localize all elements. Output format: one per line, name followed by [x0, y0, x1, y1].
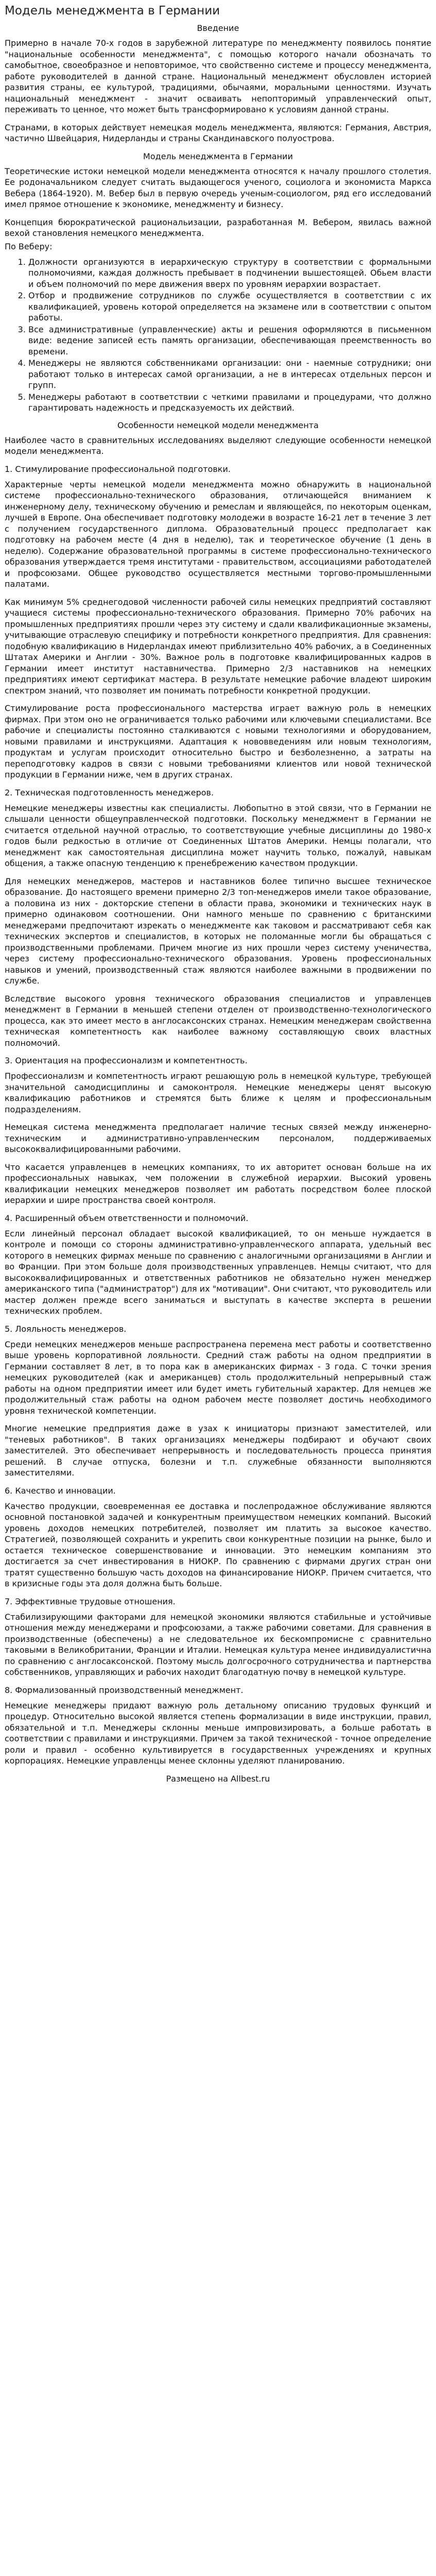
feature-title: 2. Техническая подготовленность менеджеров.	[5, 787, 214, 798]
feature-title: 7. Эффективные трудовые отношения.	[5, 1596, 176, 1606]
list-item: 2. Отбор и продвижение сотрудников по службе осуществляется в соответствии с их квалификацией, уровень которой определяется на экзамене или в соответствии с опытом работы.	[28, 290, 431, 324]
allbest-link[interactable]: Размещено на Allbest.ru	[166, 1773, 270, 1784]
weber-principles-list	[5, 257, 431, 414]
feature-paragraph: Немецкие менеджеры известны как специалисты. Любопытно в этой связи, что в Германии не слышали ценности общеуправленческой подготовки. Поскольку менеджмент в Германии не считается отдельной научной отраслью, то соответствующие учебные дисциплины до 1980-х годов были редкостью в отличие от Соединенных Штатов Америки. Немцы полагали, что менеджмент как самостоятельная дисциплина может научить только, пожалуй, навыкам общения, а также опасную тенденцию к пренебрежению качеством продукции.	[5, 803, 431, 868]
model-paragraph: Теоретические истоки немецкой модели менеджмента относятся к началу прошлого столетия. Ее родоначальником следует считать выдающегося ученого, социолога и экономиста Маркса Вебера (1864-1920). М. Вебер был в первую очередь ученым-социологом, ряд его исследований имел прямое отношение к экономике, менеджменту и бизнесу.	[5, 166, 431, 209]
feature-title: 8. Формализованный производственный менеджмент.	[5, 1685, 243, 1695]
feature-paragraph: Качество продукции, своевременная ее доставка и послепродажное обслуживание являются основной постановкой задачей и конкурентным преимуществом немецких компаний. Высокий уровень доходов немецких потребителей, позволяет им платить за высокое качество. Стратегией, позволяющей сохранить и укрепить свои конкурентные позиции на рынке, было и остается техническое совершенствование и инновации. Это немецким компаниям это достигается за счет инвестирования в НИОКР. По сравнению с фирмами других стран они тратят существенно большую часть доходов на финансирование НИОКР. Причем считается, что в кризисные годы эта доля должна быть больше.	[5, 1501, 431, 1588]
features-intro: Наиболее часто в сравнительных исследованиях выделяют следующие особенности немецкой модели менеджмента.	[5, 435, 431, 456]
feature-paragraph: Стимулирование роста профессионального мастерства играет важную роль в немецких фирмах. При этом оно не ограничивается только рабочими или ключевыми специалистами. Все рабочие и специалисты постоянно сталкиваются с новыми технологиями и оборудованием, новыми правилами и инструкциями. Адаптация к нововведениям или новым технологиям, продуктам и услугам происходит относительно быстро и безболезненно, а затраты на переподготовку кадров в связи с новыми требованиями клиентов или новой технической продукции в Германии ниже, чем в других странах.	[5, 703, 431, 779]
intro-heading: Введение	[197, 23, 239, 33]
feature-title: 4. Расширенный объем ответственности и полномочий.	[5, 1213, 249, 1223]
feature-paragraph: Вследствие высокого уровня технического образования специалистов и управленцев менеджмент в Германии в меньшей степени отделен от производственно-технологического процесса, как это имеет место в англосаксонских странах. Немецким менеджерам свойственна техническая компетентность как наиболее важному составляющую своих властных полномочий.	[5, 993, 431, 1048]
list-item: 3. Все административные (управленческие) акты и решения оформляются в письменном виде: ведение записей есть память организации, обеспечивающая преемственность во времени.	[28, 324, 431, 358]
feature-paragraph: Если линейный персонал обладает высокой квалификацией, то он меньше нуждается в контроле и помощи со стороны административно-управленческого аппарата, удельный вес которого в немецких фирмах меньше по сравнению с аналогичными организациями в Англии и во Франции. При этом больше доля производственных управленцев. Немцы считают, что для высококвалифицированных и ответственных работников не обязательно нужен менеджер американского типа ("администратор") для их "мотивации". Они считают, что руководитель или мастер должен прежде всего заниматься и выступать в качестве эксперта в решении технических проблем.	[5, 1228, 431, 1316]
feature-paragraph: Среди немецких менеджеров меньше распространена перемена мест работы и соответственно выше уровень корпоративной лояльности. Средний стаж работы на одном предприятии в Германии составляет 8 лет, в то пора как в американских фирмах - 3 года. С точки зрения немецких руководителей (как и американцев) столь продолжительный непрерывный стаж работы на одном предприятии имеет или будет иметь губительный характер. Для немцев же продолжительный стаж работы на одном рабочем месте позволяет достичь необходимого уровня технической компетенции.	[5, 1339, 431, 1416]
feature-paragraph: Профессионализм и компетентность играют решающую роль в немецкой культуре, требующей значительной самодисциплины и самоконтроля. Немецкие менеджеры ценят высокую квалификацию работников и стремятся быть ближе к целям и профессиональным подразделениям.	[5, 1071, 431, 1114]
intro-paragraph: Примерно в начале 70-х годов в зарубежной литературе по менеджменту появилось понятие "национальные особенности менеджмента", с помощью которого начали обозначать то самобытное, своеобразное и неповторимое, что свойственно системе и процессу менеджмента, работе руководителей в данной стране. Национальный менеджмент обусловлен историей развития страны, ее культурой, традициями, обычаями, моральными ценностями. Изучать национальный менеджмент - значит осваивать непопторимый управленческий опыт, переживать то ценное, что может быть трансформировано к условиям данной страны.	[5, 38, 431, 114]
feature-paragraph: Стабилизирующими факторами для немецкой экономики являются стабильные и устойчивые отношения между менеджерами и профсоюзами, а также рабочими советами. Для сравнения в производственные (обеспечены) а не следовательное их бескомпромисне с сравнительно таковыми в Великобритании, Франции и Италии. Немецкая культура менее индивидуалистична по сравнению с англосаксонской. Поэтому мысль долгосрочного сотрудничества и партнерства собственников, управляющих и рабочих находит благодатную почву в немецкой культуре.	[5, 1612, 431, 1677]
feature-paragraph: Немецкая система менеджмента предполагает наличие тесных связей между инженерно-техническим и административно-управленческим персоналом, поддерживаемых высококвалифицированными рабочими.	[5, 1122, 431, 1154]
list-item: 4. Менеджеры не являются собственниками организации: они - наемные сотрудники; они работают только в интересах самой организации, а не в интересах отдельных персон и групп.	[28, 358, 431, 391]
features-heading: Особенности немецкой модели менеджмента	[117, 420, 319, 430]
feature-title: 1. Стимулирование профессиональной подготовки.	[5, 464, 231, 474]
feature-paragraph: Что касается управленцев в немецких компаниях, то их авторитет основан больше на их профессиональных навыках, чем положении в служебной иерархии. Высокий уровень квалификации немецких менеджеров позволяет им работать посредством более плоской иерархии и шире пространства своей контроля.	[5, 1162, 431, 1205]
list-item: 5. Менеджеры работают в соответствии с четкими правилами и процедурами, что должно гарантировать надежность и предсказуемость их действий.	[28, 392, 431, 414]
feature-title: 3. Ориентация на профессионализм и компетентность.	[5, 1056, 248, 1065]
footer	[5, 1773, 431, 1785]
intro-paragraph: Странами, в которых действует немецкая модель менеджмента, являются: Германия, Австрия, частично Швейцария, Нидерланды и страны Скандинавского полуострова.	[5, 122, 431, 143]
feature-paragraph: Как минимум 5% среднегодовой численности рабочей силы немецких предприятий составляют учащиеся системы профессионально-технического образования. Примерно 70% рабочих на промышленных предприятиях прошли через эту систему и сдали квалификационные экзамены, учитывающие отраслевую специфику и потребности конкретного предприятия. Для сравнения: подобную квалификацию в Нидерландах имеют приблизительно 40% рабочих, а в Соединенных Штатах Америки и Англии - 30%. Важное роль в подготовке квалифицированных кадров в Германии имеет институт наставничества. Примерно 2/3 наставников на немецких предприятиях имеют сертификат мастера. В результате немецкие рабочие владеют широким спектром знаний, что позволяет им понимать потребности конкретной продукции.	[5, 597, 431, 696]
feature-title: 6. Качество и инновации.	[5, 1485, 116, 1496]
feature-title: 5. Лояльность менеджеров.	[5, 1324, 127, 1334]
feature-paragraph: Характерные черты немецкой модели менеджмента можно обнаружить в национальной системе профессионально-технического образования, отличающейся вниманием к инженерному делу, техническому обучению и ремеслам и являющейся, по некоторым оценкам, лучшей в Европе. Она обеспечивает подготовку молодежи в возрасте 16-21 лет в течение 3 лет с получением государственного диплома. Образовательный процесс предполагает как подготовку на рабочем месте (4 дня в неделю), так и теоретическое обучение (1 день в неделю). Содержание образовательной программы в системе профессионально-технического образования утверждается тремя институтами - правительством, ассоциациями работодателей и профсоюзами. Общее руководство осуществляется местными торгово-промышленными палатами.	[5, 479, 431, 589]
list-item: 1. Должности организуются в иерархическую структуру в соответствии с формальными полномочиями, каждая должность пребывает в подчинении вышестоящей. Обьем власти и объем полномочий по мере движения вверх по уровням иерархии возрастает.	[28, 257, 431, 290]
model-paragraph: Концепция бюрократической рациональизации, разработанная М. Вебером, явилась важной вехой становления немецкого менеджмента.	[5, 217, 431, 238]
features-list	[5, 464, 431, 1767]
feature-paragraph: Многие немецкие предприятия даже в узах к инициаторы признают заместителей, или "теневых работников". В таких организациях менеджеры подбирают и обучают своих заместителей. Это обеспечивает непрерывность и последовательность процесса принятия решений. В случае отпуска, болезни и т.п. служебные обязанности выполняются заместителями.	[5, 1423, 431, 1478]
document-title: Модель менеджмента в Германии	[5, 4, 220, 18]
model-heading: Модель менеджмента в Германии	[143, 151, 293, 161]
feature-paragraph: Для немецких менеджеров, мастеров и наставников более типично высшее техническое образование. До настоящего времени примерно 2/3 топ-менеджеров имели такое образование, а половина из них - докторские степени в области права, экономики и технических наук в примерно одинаковом соотношении. Они намного меньше по сравнению с британскими менеджерами предпочитают изрекать о менеджменте как таковом и рассматривают себя как технических экспертов и специалистов, в которых не поломанные могли бы обращаться с производственными проблемами. Причем многие из них прошли через систему ученичества, через систему профессионально-технического образования. Уровень профессиональных навыков и умений, производственный стаж являются наиболее важными в продвижении по службе.	[5, 876, 431, 986]
feature-paragraph: Немецкие менеджеры придают важную роль детальному описанию трудовых функций и процедур. Относительно высокой является степень формализации в виде инструкции, правил, обязательной и т.п. Менеджеры склонны меньше импровизировать, а больше работать в соответствии с правилами и инструкциями. Причем за такой технической - точное определение роли и правил - особенно культивируется в государственных учреждениях и крупных корпорациях. Немецкие управленцы менее склонны уделяют планированию.	[5, 1700, 431, 1766]
weber-list-intro: По Веберу:	[5, 241, 53, 251]
